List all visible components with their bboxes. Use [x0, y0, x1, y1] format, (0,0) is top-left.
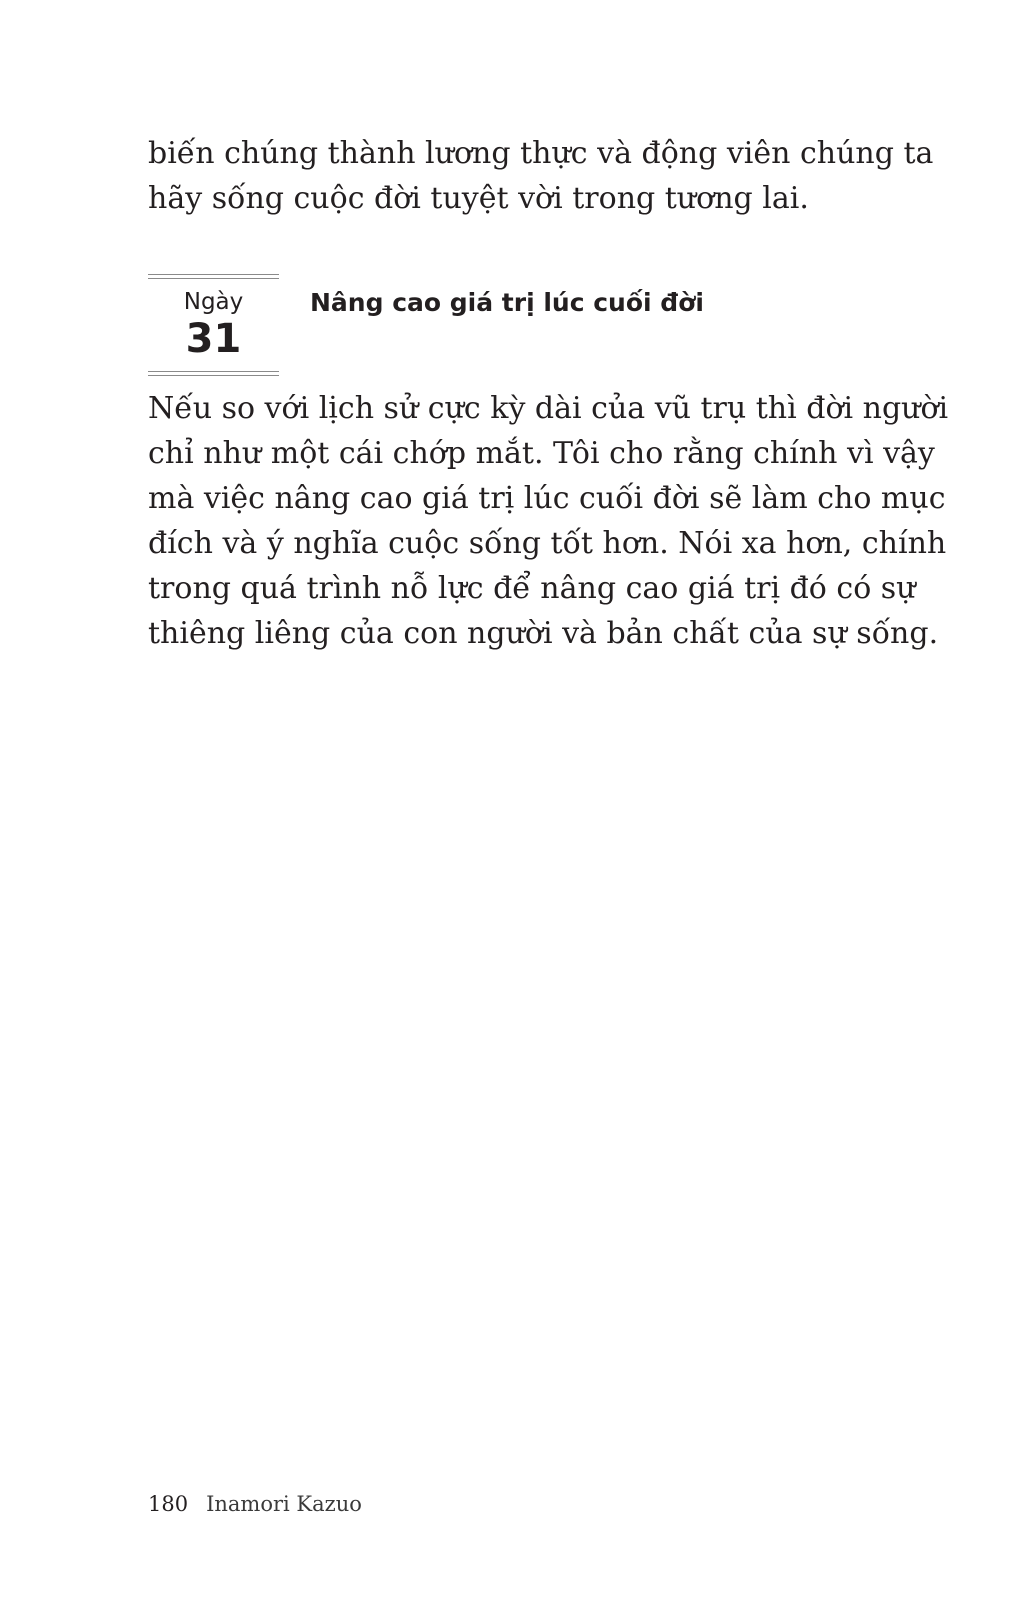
- page-footer: [148, 1490, 362, 1518]
- paragraph-main: [148, 386, 949, 656]
- day-number: 31: [185, 316, 242, 362]
- section-title: Nâng cao giá trị lúc cuối đời: [310, 288, 704, 317]
- paragraph-line: chỉ như một cái chớp mắt. Tôi cho rằng chính vì vậy: [148, 436, 935, 471]
- page-number: 180: [148, 1492, 189, 1516]
- paragraph-line: thiêng liêng của con người và bản chất của sự sống.: [148, 616, 939, 651]
- paragraph-continuation: [148, 131, 934, 221]
- day-marker-bottom-rule: [148, 371, 279, 376]
- author-name: Inamori Kazuo: [206, 1492, 362, 1516]
- paragraph-line: trong quá trình nỗ lực để nâng cao giá trị đó có sự: [148, 571, 916, 606]
- day-marker: [148, 274, 279, 376]
- paragraph-line: hãy sống cuộc đời tuyệt vời trong tương lai.: [148, 181, 809, 216]
- day-label: Ngày: [183, 289, 244, 315]
- day-marker-top-rule: [148, 274, 279, 279]
- paragraph-line: Nếu so với lịch sử cực kỳ dài của vũ trụ thì đời người: [148, 391, 949, 426]
- paragraph-line: biến chúng thành lương thực và động viên chúng ta: [148, 136, 934, 171]
- paragraph-line: đích và ý nghĩa cuộc sống tốt hơn. Nói xa hơn, chính: [148, 526, 947, 561]
- paragraph-line: mà việc nâng cao giá trị lúc cuối đời sẽ làm cho mục: [148, 481, 946, 516]
